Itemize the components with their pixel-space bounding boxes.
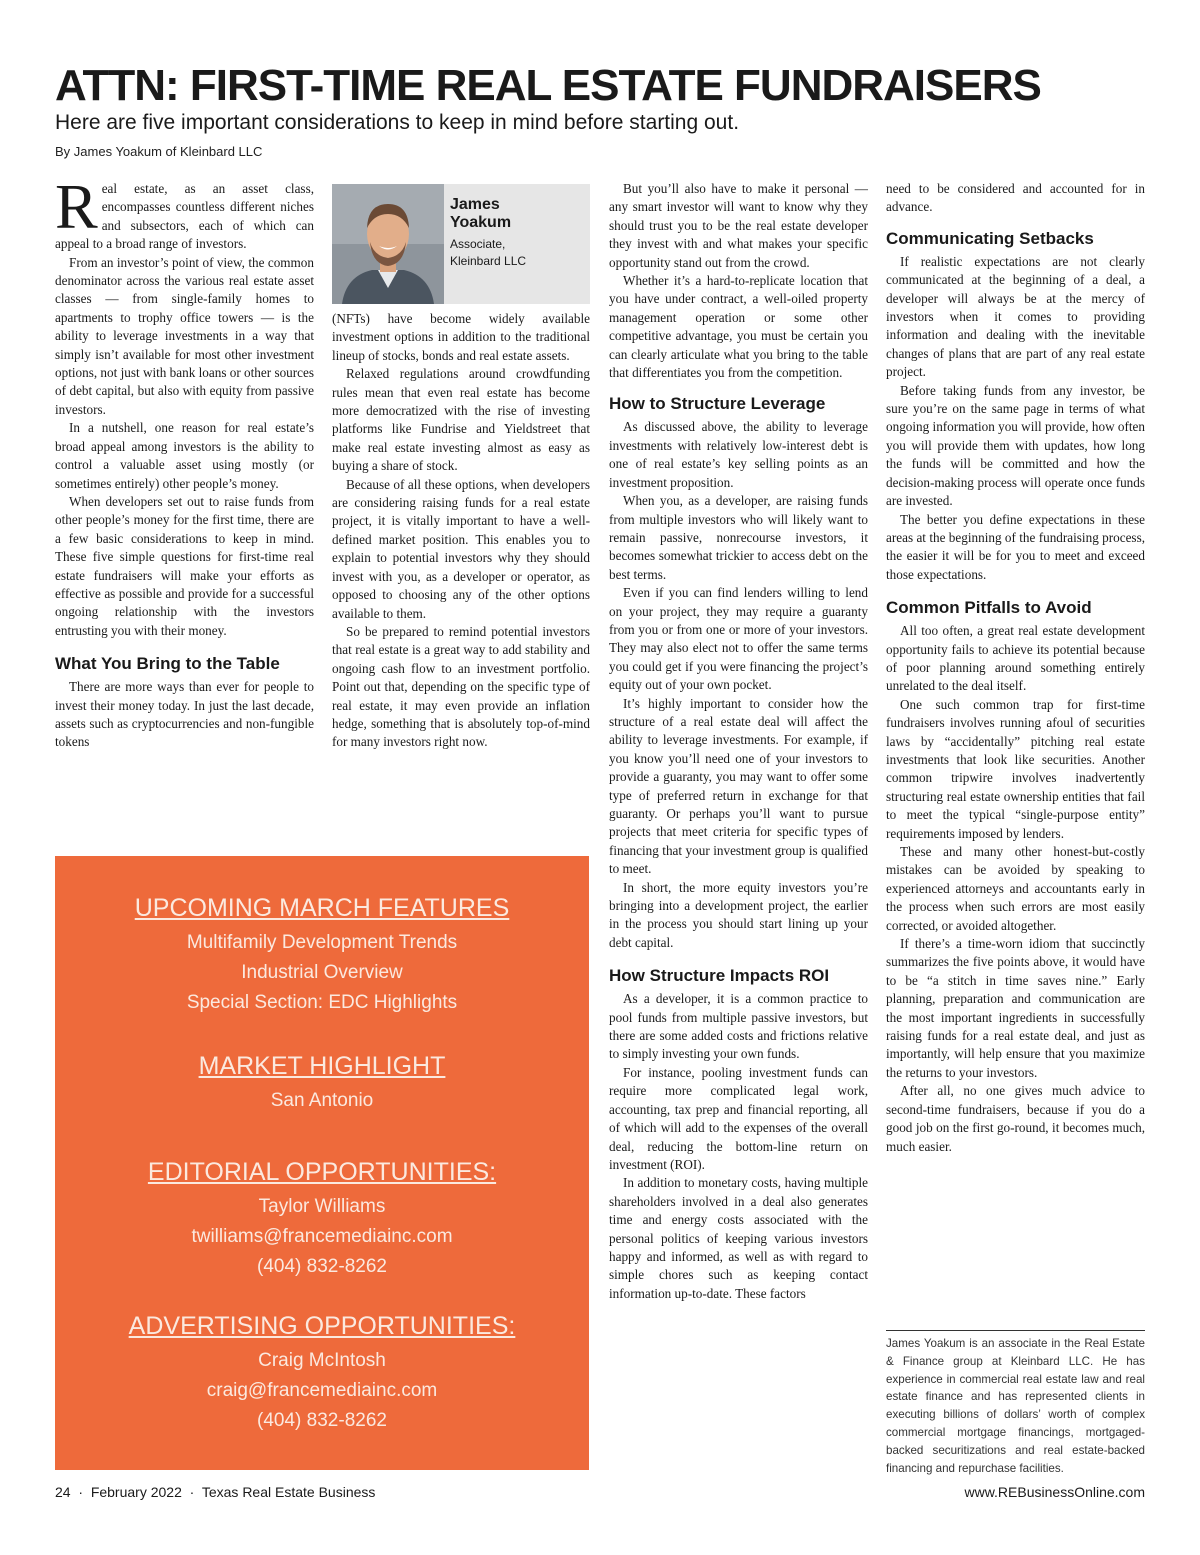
paragraph: Even if you can find lenders willing to lend on your project, they may require a guaranty from you or from one or more of your investors. They may also elect not to offer the same terms you could get if you were financing the project’s equity out of your own pocket. (609, 585, 868, 693)
issue-date: February 2022 (90, 1484, 182, 1500)
paragraph: So be prepared to remind potential investors that real estate is a great way to add stability and ongoing cash flow to an investment portfolio. Point out that, depending on the specific type of real estate, it may even provide an inflation hedge, something that is absolutely top-of-mind for many investors right now. (332, 623, 590, 750)
article-column-2 (332, 310, 590, 752)
promo-contact-name: Taylor Williams (258, 1196, 386, 1217)
paragraph: Because of all these options, when developers are considering raising funds for a real estate project, it is vitally important to have a well-defined market position. This enables you to explain to potential investors why they should invest with you, as a developer or operator, as opposed to choosing any of the other options available to them. (332, 476, 590, 621)
website-link[interactable]: www.REBusinessOnline.com (964, 1484, 1145, 1500)
promo-line: Multifamily Development Trends (186, 932, 458, 953)
paragraph: (NFTs) have become widely available investment options in addition to the traditional lineup of stocks, bonds and real estate assets. (332, 311, 590, 363)
footer-separator: · (74, 1484, 87, 1500)
paragraph: When you, as a developer, are raising funds from multiple investors who will likely want to remain passive, nonrecourse investors, it becomes somewhat trickier to access debt on the best terms. (609, 493, 868, 582)
paragraph: As discussed above, the ability to leverage investments with relatively low-interest debt is one of real estate’s key selling points as an investment proposition. (609, 419, 868, 490)
paragraph: Before taking funds from any investor, be sure you’re on the same page in terms of what ongoing information you will provide, how often you will provide them with updates, how long the funds will be committed and how the decision-making process will operate once funds are invested. (886, 382, 1145, 509)
byline: By James Yoakum of Kleinbard LLC (55, 144, 263, 159)
page-number: 24 (55, 1484, 71, 1500)
promo-heading: UPCOMING MARCH FEATURES (134, 894, 510, 922)
paragraph: After all, no one gives much advice to second-time fundraisers, because if you do a good job on the first go-round, it becomes much, much easier. (886, 1083, 1145, 1154)
promo-line: Industrial Overview (241, 962, 403, 983)
article-column-1 (55, 171, 314, 752)
paragraph: Real estate, as an asset class, encompasses countless different niches and subsectors, each of which can appeal to a broad range of investors. (55, 171, 314, 252)
article-column-3 (609, 180, 868, 1303)
author-company: Kleinbard LLC (450, 254, 527, 268)
paragraph: There are more ways than ever for people to invest their money today. In just the last decade, assets such as cryptocurrencies and non-fungible tokens (55, 679, 314, 750)
promo-line: San Antonio (270, 1090, 374, 1111)
paragraph: In a nutshell, one reason for real estate’s broad appeal among investors is the ability to control a valuable asset using mostly (or sometimes entirely) other people’s money. (55, 420, 314, 491)
author-role: Associate, (450, 237, 506, 251)
author-photo (332, 184, 444, 304)
promo-line: Special Section: EDC Highlights (186, 992, 458, 1013)
paragraph: It’s highly important to consider how the structure of a real estate deal will affect the ability to leverage investments. For example, if you know you’ll need one of your investors to provide a guaranty, you may want to offer some type of preferred return in exchange for that guaranty. Or perhaps you’ll want to pursue projects that meet criteria for specific types of financing that your investment group is qualified to meet. (609, 695, 868, 877)
paragraph: For instance, pooling investment funds can require more complicated legal work, accounting, tax prep and financial reporting, all of which will add to the expenses of the overall deal, reducing the bottom-line return on investment (ROI). (609, 1064, 868, 1172)
paragraph: One such common trap for first-time fundraisers involves running afoul of securities laws by “accidentally” pitching real estate investments that look like securities. Another common tripwire involves inadvertently structuring real estate ownership entities that fail to meet the typical “single-purpose entity” requirements imposed by lenders. (886, 696, 1145, 841)
paragraph: The better you define expectations in these areas at the beginning of the fundraising process, the easier it will be for you to meet and exceed those expectations. (886, 511, 1145, 582)
paragraph: When developers set out to raise funds from other people’s money for the first time, there are a few basic considerations to keep in mind. These five simple questions for first-time real estate fundraisers will make your efforts as effective as possible and provide for a successful ongoing relationship with the investors entrusting you with their money. (55, 493, 314, 638)
paragraph: These and many other honest-but-costly mistakes can be avoided by speaking to experienced attorneys and accountants early in the process when such errors are most easily corrected, or avoided altogether. (886, 844, 1145, 933)
headline: ATTN: FIRST-TIME REAL ESTATE FUNDRAISERS (55, 61, 1041, 110)
promo-heading: ADVERTISING OPPORTUNITIES: (128, 1312, 516, 1340)
section-heading: What You Bring to the Table (55, 654, 280, 674)
paragraph: As a developer, it is a common practice to pool funds from multiple passive investors, but there are some added costs and frictions relative to simply investing your own funds. (609, 991, 868, 1062)
paragraph: Relaxed regulations around crowdfunding rules mean that even real estate has become more democratized with the rise of investing platforms like Fundrise and Yieldstreet that make real estate investing almost as easy as buying a share of stock. (332, 366, 590, 474)
section-heading: How Structure Impacts ROI (609, 966, 830, 986)
section-heading: Common Pitfalls to Avoid (886, 598, 1092, 618)
author-name: James Yoakum (450, 196, 512, 231)
footer-separator: · (185, 1484, 199, 1500)
drop-cap: R (55, 171, 98, 242)
promo-email-link[interactable]: twilliams@francemediainc.com (191, 1226, 453, 1247)
promo-box (55, 856, 589, 1470)
publication-name: Texas Real Estate Business (201, 1484, 376, 1500)
subhead: Here are five important considerations to keep in mind before starting out. (55, 111, 740, 134)
footer-left (55, 1484, 375, 1500)
promo-phone: (404) 832-8262 (257, 1256, 387, 1277)
promo-phone: (404) 832-8262 (257, 1410, 387, 1431)
promo-contact-name: Craig McIntosh (258, 1350, 386, 1371)
promo-email-link[interactable]: craig@francemediainc.com (206, 1380, 438, 1401)
paragraph: All too often, a great real estate development opportunity fails to achieve its potential because of poor planning around something entirely unrelated to the deal itself. (886, 623, 1145, 694)
author-box (332, 184, 590, 304)
article-column-4 (886, 180, 1145, 1156)
paragraph: need to be considered and accounted for in advance. (886, 181, 1145, 215)
author-bio: James Yoakum is an associate in the Real Estate & Finance group at Kleinbard LLC. He has experience in commercial real estate law and real estate finance and has represented clients in executing billions of dollars’ worth of complex commercial mortgage financings, mortgaged-backed securitizations and real estate-backed financing and repurchase facilities. (886, 1330, 1145, 1477)
promo-heading: MARKET HIGHLIGHT (198, 1052, 446, 1080)
promo-heading: EDITORIAL OPPORTUNITIES: (147, 1158, 497, 1186)
paragraph: In addition to monetary costs, having multiple shareholders involved in a deal also generates time and energy costs associated with the personal politics of keeping various investors happy and informed, as well as with regard to simple chores such as keeping contact information up-to-date. These factors (609, 1175, 868, 1301)
section-heading: Communicating Setbacks (886, 228, 1094, 248)
paragraph: Whether it’s a hard-to-replicate location that you have under contract, a well-oiled property management operation or some other competitive advantage, you must be certain you can clearly articulate what you bring to the table that differentiates you from the competition. (609, 273, 868, 381)
paragraph: If there’s a time-worn idiom that succinctly summarizes the five points above, it would have to be “a stitch in time saves nine.” Early planning, preparation and communication are the most important ingredients in successfully raising funds for a real estate deal, and just as importantly, will help ensure that you maximize the returns to your investors. (886, 936, 1145, 1080)
paragraph: But you’ll also have to make it personal — any smart investor will want to know why they should trust you to be the real estate developer they invest with and what makes your specific opportunity stand out from the crowd. (609, 181, 868, 270)
paragraph: From an investor’s point of view, the common denominator across the various real estate asset classes — from single-family homes to apartments to trophy office towers — is the ability to leverage investments in a way that simply isn’t available for most other investment options, not just with bank loans or other sources of debt capital, but also with equity from passive investors. (55, 254, 314, 417)
section-heading: How to Structure Leverage (609, 394, 826, 414)
author-info (450, 196, 540, 270)
paragraph: If realistic expectations are not clearly communicated at the beginning of a deal, a developer will always be at the mercy of investors when it comes to providing information and dealing with the inevitable changes of plans that are part of any real estate project. (886, 253, 1145, 380)
paragraph: In short, the more equity investors you’re bringing into a development project, the earlier in the process you should start lining up your debt capital. (609, 879, 868, 950)
